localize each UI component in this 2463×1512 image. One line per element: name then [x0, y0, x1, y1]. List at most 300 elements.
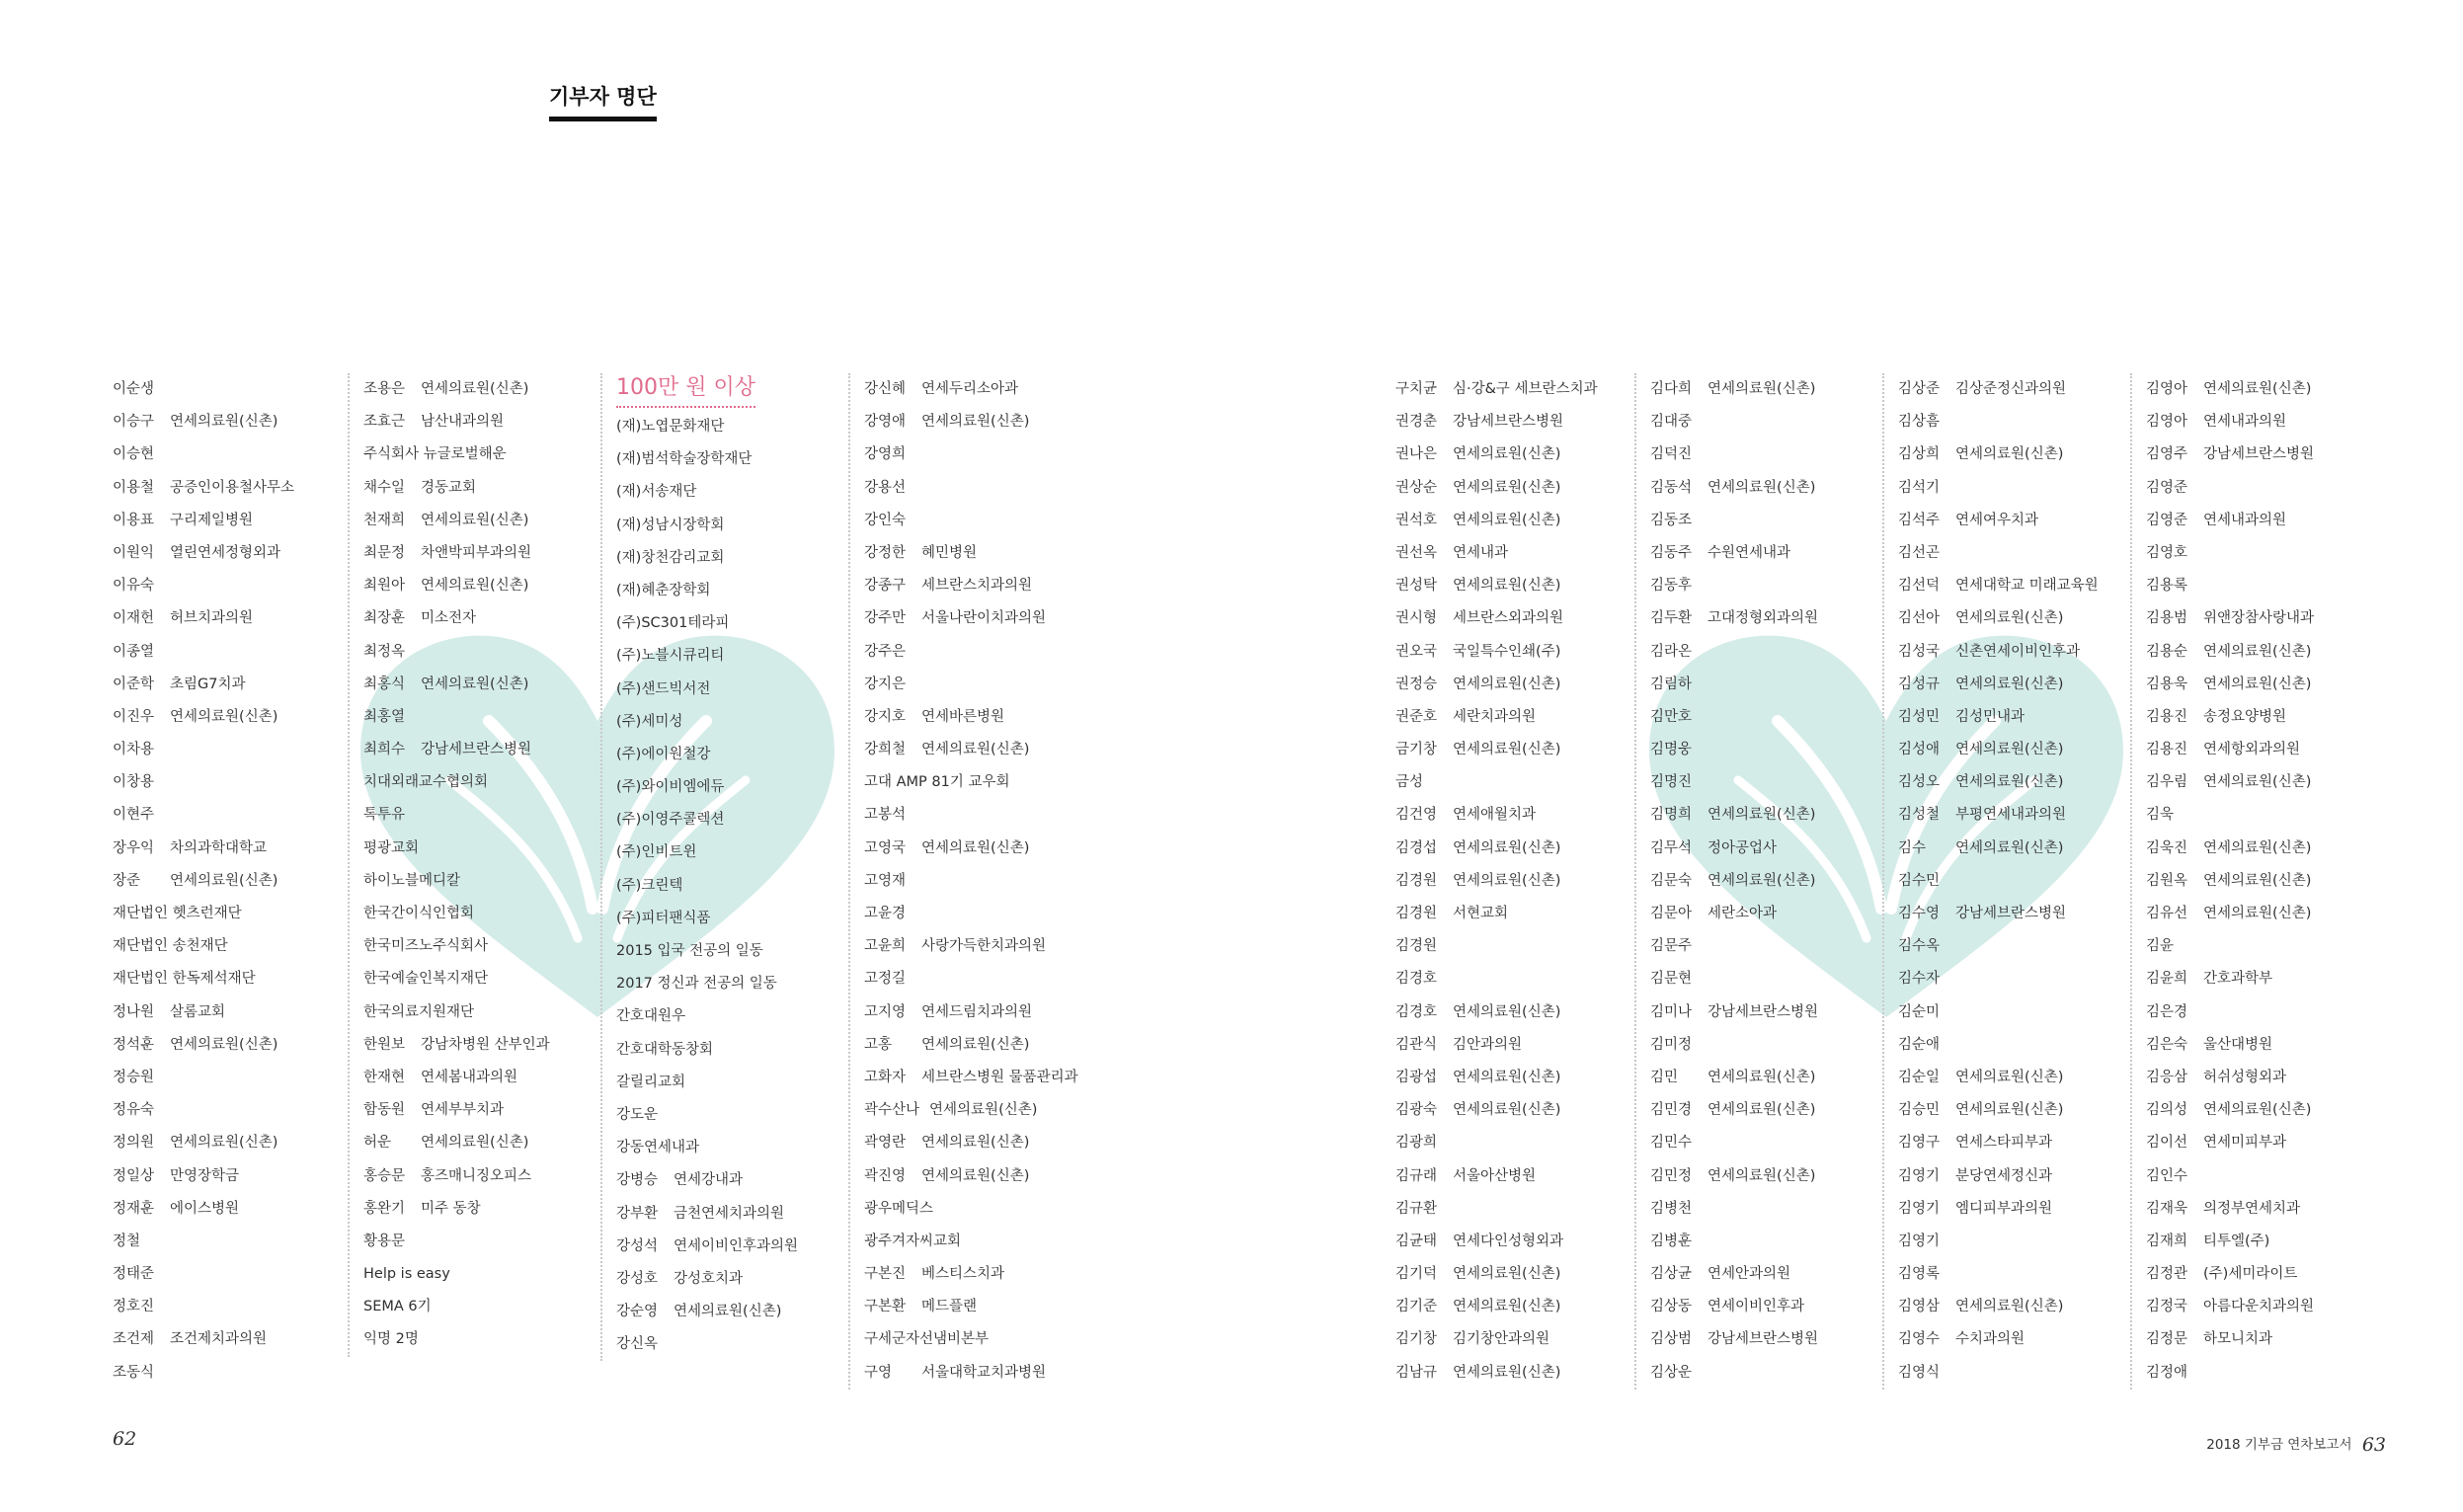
donor-name: 김상동: [1650, 1299, 1693, 1315]
donor-entry: [864, 406, 1091, 438]
donor-entry: [864, 833, 1091, 865]
donor-name: 구영: [864, 1364, 893, 1381]
donor-name: 천재희: [363, 512, 406, 528]
donor-entry: [113, 833, 340, 865]
donor-name: 장우익: [113, 839, 155, 856]
donor-entry: [1650, 669, 1877, 701]
donor-affiliation: 세란치과의원: [1453, 708, 1537, 725]
donor-name: 이창용: [113, 774, 155, 791]
donor-name: 김상균: [1650, 1266, 1693, 1283]
donor-entry: [864, 766, 1091, 799]
donor-name: (재)노엽문화재단: [616, 419, 725, 435]
donor-entry: [616, 575, 843, 607]
donor-name: 강순영: [616, 1304, 659, 1320]
donor-entry: [1650, 898, 1877, 930]
donor-entry: [363, 505, 591, 537]
donor-affiliation: 엠디피부과의원: [1955, 1200, 2053, 1217]
donor-affiliation: 고대정형외과의원: [1708, 610, 1819, 627]
donor-name: 정나원: [113, 1003, 155, 1020]
donor-affiliation: 연세의료원(신촌): [1453, 1003, 1561, 1020]
donor-entry: [1395, 1258, 1623, 1291]
donor-entry: [1898, 373, 2125, 406]
donor-affiliation: 연세의료원(신촌): [2203, 1102, 2312, 1119]
donor-entry: [363, 799, 591, 832]
donor-name: 김경호: [1395, 971, 1438, 988]
donor-entry: [1650, 373, 1877, 406]
donor-name: 김균태: [1395, 1233, 1438, 1249]
donor-entry: [1395, 1094, 1623, 1127]
donor-name: 정유숙: [113, 1102, 155, 1119]
donor-entry: [1898, 701, 2125, 734]
donor-entry: [1898, 766, 2125, 799]
donor-entry: [1395, 602, 1623, 635]
donor-entry: [1650, 1029, 1877, 1062]
donor-entry: [864, 930, 1091, 963]
donor-name: 김용욱: [2146, 676, 2188, 692]
donor-affiliation: 연세의료원(신촌): [1708, 872, 1816, 889]
donor-entry: [113, 570, 340, 602]
donor-entry: [2146, 505, 2373, 537]
donor-entry: [1650, 963, 1877, 995]
donor-affiliation: 연세안과의원: [1708, 1266, 1791, 1283]
donor-affiliation: 연세의료원(신촌): [1955, 610, 2064, 627]
donor-affiliation: 미주 동창: [421, 1200, 481, 1217]
donor-entry: [1395, 898, 1623, 930]
donor-affiliation: 연세바른병원: [921, 708, 1005, 725]
donor-name: 김영호: [2146, 544, 2188, 561]
donor-name: 김영기: [1898, 1167, 1941, 1184]
donor-entry: [1898, 734, 2125, 766]
donor-entry: [1650, 734, 1877, 766]
donor-entry: [616, 706, 843, 739]
donor-name: (재)범석학술장학재단: [616, 451, 753, 468]
donor-name: 김동석: [1650, 479, 1693, 496]
donor-affiliation: 연세봄내과의원: [421, 1069, 518, 1085]
donor-name: 권나은: [1395, 446, 1438, 463]
donor-entry: [1898, 930, 2125, 963]
donor-name: 강지호: [864, 708, 907, 725]
donor-affiliation: 사랑가득한치과의원: [921, 938, 1047, 955]
donor-entry: [1650, 930, 1877, 963]
donor-affiliation: 미소전자: [421, 610, 477, 627]
donor-affiliation: 김안과의원: [1453, 1036, 1523, 1053]
donor-affiliation: 서현교회: [1453, 906, 1509, 921]
donor-name: 김승민: [1898, 1102, 1941, 1119]
donor-entry: [113, 766, 340, 799]
donor-affiliation: 연세드림치과의원: [921, 1003, 1033, 1020]
donor-entry: [1650, 996, 1877, 1029]
donor-entry: [864, 472, 1091, 505]
donor-name: 한국예술인복지재단: [363, 971, 489, 988]
donor-name: 김선아: [1898, 610, 1941, 627]
donor-column-4: [848, 373, 1091, 1390]
donor-affiliation: 연세의료원(신촌): [1453, 872, 1561, 889]
donor-affiliation: 세브란스외과의원: [1453, 610, 1564, 627]
donor-entry: [616, 1067, 843, 1099]
donor-entry: [1395, 1160, 1623, 1193]
donor-name: 김상준: [1898, 381, 1941, 397]
donor-entry: [2146, 1291, 2373, 1323]
donor-affiliation: 공증인이용철사무소: [170, 479, 295, 496]
donor-entry: [1395, 833, 1623, 865]
donor-entry: [1898, 602, 2125, 635]
donor-entry: [1395, 799, 1623, 832]
donor-name: 정석훈: [113, 1036, 155, 1053]
donor-entry: [864, 1160, 1091, 1193]
donor-name: 2015 입국 전공의 일동: [616, 943, 763, 959]
donor-name: 금기창: [1395, 742, 1438, 758]
donor-affiliation: 차앤박피부과의원: [421, 544, 532, 561]
donor-entry: [2146, 438, 2373, 471]
donor-name: 김영기: [1898, 1233, 1941, 1249]
donor-entry: [1650, 1127, 1877, 1159]
donor-name: 최홍열: [363, 708, 406, 725]
donor-entry: [616, 640, 843, 673]
donor-name: 김경원: [1395, 938, 1438, 955]
donor-entry: [113, 1029, 340, 1062]
donor-entry: [864, 1029, 1091, 1062]
donor-entry: [1650, 799, 1877, 832]
donor-name: (주)SC301테라피: [616, 615, 730, 632]
donor-affiliation: 세브란스병원 물품관리과: [921, 1069, 1078, 1085]
donor-name: 김원옥: [2146, 872, 2188, 889]
donor-affiliation: 세브란스치과의원: [921, 578, 1033, 595]
donor-affiliation: 연세의료원(신촌): [1708, 1167, 1816, 1184]
donor-name: 김영식: [1898, 1364, 1941, 1381]
donor-name: 이용철: [113, 479, 155, 496]
donor-name: 김광숙: [1395, 1102, 1438, 1119]
donor-name: 김상범: [1650, 1331, 1693, 1348]
donor-affiliation: 경동교회: [421, 479, 477, 496]
donor-entry: [616, 542, 843, 575]
donor-entry: [2146, 898, 2373, 930]
donor-affiliation: 연세의료원(신촌): [1708, 1069, 1816, 1085]
donor-entry: [1650, 570, 1877, 602]
donor-name: 강지은: [864, 676, 907, 692]
donor-name: 이승구: [113, 414, 155, 431]
donor-entry: [363, 701, 591, 734]
donor-affiliation: 김상준정신과의원: [1955, 381, 2067, 397]
donor-affiliation: 연세다인성형외과: [1453, 1233, 1564, 1249]
donor-entry: [1395, 505, 1623, 537]
donor-entry: [864, 636, 1091, 669]
donor-entry: [113, 1357, 340, 1390]
donor-entry: [1650, 833, 1877, 865]
donor-entry: [113, 505, 340, 537]
donor-column-1: [113, 373, 340, 1390]
donor-name: 최홍식: [363, 676, 406, 692]
donor-affiliation: 연세의료원(신촌): [1955, 1299, 2064, 1315]
donor-name: 고영국: [864, 839, 907, 856]
donor-name: 고대 AMP 81기 교우회: [864, 774, 1010, 791]
donor-name: 이순생: [113, 381, 155, 397]
donor-entry: [1898, 963, 2125, 995]
donor-affiliation: 연세미피부과: [2203, 1135, 2287, 1152]
donor-name: 김경원: [1395, 872, 1438, 889]
donor-name: 고윤희: [864, 938, 907, 955]
donor-affiliation: 남산내과의원: [421, 414, 505, 431]
donor-name: (주)이영주콜렉션: [616, 812, 725, 829]
donor-name: 고지영: [864, 1003, 907, 1020]
donor-entry: [616, 1263, 843, 1296]
donor-affiliation: 연세의료원(신촌): [1453, 479, 1561, 496]
donor-affiliation: 울산대병원: [2203, 1036, 2273, 1053]
donor-name: 김라온: [1650, 643, 1693, 660]
donor-name: 김용록: [2146, 578, 2188, 595]
donor-name: 김기준: [1395, 1299, 1438, 1315]
donor-entry: [1898, 438, 2125, 471]
donor-entry: [864, 602, 1091, 635]
donor-entry: [1395, 1291, 1623, 1323]
donor-entry: [1395, 537, 1623, 570]
donor-affiliation: 연세의료원(신촌): [421, 676, 529, 692]
donor-affiliation: 연세의료원(신촌): [2203, 839, 2312, 856]
donor-entry: [2146, 1193, 2373, 1226]
donor-name: 김병천: [1650, 1200, 1693, 1217]
donor-affiliation: 연세의료원(신촌): [170, 708, 278, 725]
donor-affiliation: 열린연세정형외과: [170, 544, 281, 561]
donor-column-6: [1634, 373, 1877, 1390]
donor-affiliation: 만영장학금: [170, 1167, 240, 1184]
donor-affiliation: 티투엘(주): [2203, 1233, 2270, 1249]
donor-entry: [113, 865, 340, 898]
donor-name: 강동연세내과: [616, 1140, 700, 1156]
donor-name: 김인수: [2146, 1167, 2188, 1184]
donor-entry: [2146, 701, 2373, 734]
donor-affiliation: 구리제일병원: [170, 512, 254, 528]
donor-affiliation: 홍즈매니징오피스: [421, 1167, 532, 1184]
donor-entry: [1650, 1323, 1877, 1356]
donor-name: 김정관: [2146, 1266, 2188, 1283]
donor-entry: [363, 1062, 591, 1094]
donor-name: 강희철: [864, 742, 907, 758]
donor-entry: [2146, 1094, 2373, 1127]
donor-name: 김기덕: [1395, 1266, 1438, 1283]
donor-name: 김영기: [1898, 1200, 1941, 1217]
donor-name: 정일상: [113, 1167, 155, 1184]
donor-entry: [864, 1357, 1091, 1390]
donor-entry: [113, 1291, 340, 1323]
donor-entry: [864, 1291, 1091, 1323]
donor-entry: [363, 570, 591, 602]
donor-name: 정의원: [113, 1135, 155, 1152]
donor-affiliation: 김성민내과: [1955, 708, 2026, 725]
donor-name: 이진우: [113, 708, 155, 725]
donor-entry: [363, 1323, 591, 1356]
donor-affiliation: 베스티스치과: [921, 1266, 1005, 1283]
donor-affiliation: 살롬교회: [170, 1003, 226, 1020]
donor-affiliation: 수원연세내과: [1708, 544, 1791, 561]
donor-entry: [2146, 1160, 2373, 1193]
donor-entry: [113, 1258, 340, 1291]
donor-name: 강신혜: [864, 381, 907, 397]
donor-name: 한국미즈노주식회사: [363, 938, 489, 955]
donor-name: 김수민: [1898, 872, 1941, 889]
donor-name: 권선옥: [1395, 544, 1438, 561]
donor-name: 김우림: [2146, 774, 2188, 791]
donor-name: (주)인비트윈: [616, 844, 697, 861]
donor-affiliation: 강성호치과: [674, 1270, 744, 1287]
donor-name: 김수: [1898, 839, 1927, 856]
donor-affiliation: 연세의료원(신촌): [1708, 1102, 1816, 1119]
donor-name: 권석호: [1395, 512, 1438, 528]
donor-name: 김영주: [2146, 446, 2188, 463]
donor-name: 김동조: [1650, 512, 1693, 528]
donor-affiliation: 연세의료원(신촌): [1708, 381, 1816, 397]
donor-entry: [864, 963, 1091, 995]
donor-name: 김동후: [1650, 578, 1693, 595]
donor-entry: [1395, 1323, 1623, 1356]
donor-name: (주)샌드빅서전: [616, 680, 711, 697]
donor-entry: [363, 766, 591, 799]
donor-name: 강정한: [864, 544, 907, 561]
donor-affiliation: 국일특수인쇄(주): [1453, 643, 1561, 660]
donor-name: (주)에이원철강: [616, 746, 711, 762]
donor-name: 이준학: [113, 676, 155, 692]
donor-name: 김미나: [1650, 1003, 1693, 1020]
donor-entry: [1650, 1226, 1877, 1258]
donor-name: 권성탁: [1395, 578, 1438, 595]
donor-affiliation: 연세의료원(신촌): [421, 578, 529, 595]
donor-entry: [113, 1127, 340, 1159]
donor-affiliation: (주)세미라이트: [2203, 1266, 2298, 1283]
donor-affiliation: 연세의료원(신촌): [1453, 1266, 1561, 1283]
donor-name: 구치균: [1395, 381, 1438, 397]
donor-name: 강영희: [864, 446, 907, 463]
donor-name: 김용진: [2146, 708, 2188, 725]
donor-affiliation: 금천연세치과의원: [674, 1205, 785, 1222]
donor-affiliation: 연세의료원(신촌): [921, 1135, 1030, 1152]
donor-affiliation: 연세의료원(신촌): [2203, 643, 2312, 660]
donor-name: 이원익: [113, 544, 155, 561]
donor-affiliation: 메드플랜: [921, 1299, 978, 1315]
donor-entry: [864, 505, 1091, 537]
donor-name: 김성애: [1898, 742, 1941, 758]
donor-affiliation: 연세의료원(신촌): [1955, 839, 2064, 856]
donor-name: 채수일: [363, 479, 406, 496]
donor-entry: [616, 1164, 843, 1197]
donor-entry: [363, 373, 591, 406]
donor-name: 김림하: [1650, 676, 1693, 692]
donor-entry: [1395, 930, 1623, 963]
donor-entry: [363, 537, 591, 570]
donor-affiliation: 하모니치과: [2203, 1331, 2273, 1348]
donor-entry: [864, 1094, 1091, 1127]
donor-affiliation: 초림G7치과: [170, 676, 246, 692]
donor-name: 김기창: [1395, 1331, 1438, 1348]
donor-name: 최정옥: [363, 643, 406, 660]
donor-name: 익명 2명: [363, 1331, 419, 1348]
donor-affiliation: 세란소아과: [1708, 906, 1778, 921]
donor-name: 주식회사 뉴글로벌해운: [363, 446, 507, 463]
donor-name: 김성철: [1898, 807, 1941, 824]
donor-entry: [616, 510, 843, 542]
donor-affiliation: 연세의료원(신촌): [1955, 1102, 2064, 1119]
donor-entry: [363, 996, 591, 1029]
donor-name: 간호대원우: [616, 1008, 686, 1025]
donor-entry: [363, 472, 591, 505]
donor-name: 권상순: [1395, 479, 1438, 496]
donor-name: 곽수산나: [864, 1102, 920, 1119]
donor-entry: [1395, 1029, 1623, 1062]
donor-name: 홍완기: [363, 1200, 406, 1217]
donor-name: 김영수: [1898, 1331, 1941, 1348]
donor-name: 김재욱: [2146, 1200, 2188, 1217]
donor-entry: [1395, 1193, 1623, 1226]
donor-affiliation: 의정부연세치과: [2203, 1200, 2301, 1217]
donor-name: 장준: [113, 872, 141, 889]
donor-affiliation: 차의과학대학교: [170, 839, 268, 856]
donor-entry: [113, 1323, 340, 1356]
donor-entry: [1898, 1323, 2125, 1356]
donor-name: 김응삼: [2146, 1069, 2188, 1085]
donor-name: 김의성: [2146, 1102, 2188, 1119]
donor-affiliation: 연세항외과의원: [2203, 742, 2301, 758]
donor-affiliation: 연세의료원(신촌): [921, 1167, 1030, 1184]
donor-affiliation: 연세의료원(신촌): [921, 742, 1030, 758]
donor-name: 김수자: [1898, 971, 1941, 988]
donor-name: 김규래: [1395, 1167, 1438, 1184]
donor-affiliation: 허브치과의원: [170, 610, 254, 627]
donor-affiliation: 연세의료원(신촌): [2203, 906, 2312, 921]
donor-name: 강용선: [864, 479, 907, 496]
donor-entry: [1898, 1193, 2125, 1226]
donor-affiliation: 조건제치과의원: [170, 1331, 268, 1348]
donor-entry: [2146, 406, 2373, 438]
donor-name: 함동원: [363, 1102, 406, 1119]
donor-affiliation: 김기창안과의원: [1453, 1331, 1550, 1348]
donor-name: 이현주: [113, 807, 155, 824]
donor-name: 치대외래교수협의회: [363, 774, 489, 791]
donor-name: 조용은: [363, 381, 406, 397]
donor-entry: [1395, 701, 1623, 734]
donor-entry: [1395, 669, 1623, 701]
donor-entry: [363, 734, 591, 766]
donor-entry: [1898, 833, 2125, 865]
donor-name: 정호진: [113, 1299, 155, 1315]
donor-entry: [1650, 1062, 1877, 1094]
donor-affiliation: 연세의료원(신촌): [1453, 512, 1561, 528]
donor-entry: [2146, 996, 2373, 1029]
donor-entry: [113, 734, 340, 766]
section-heading: 100만 원 이상: [616, 373, 755, 408]
donor-name: SEMA 6기: [363, 1299, 432, 1315]
donor-entry: [1898, 406, 2125, 438]
donor-name: 김명진: [1650, 774, 1693, 791]
donor-entry: [1650, 636, 1877, 669]
donor-entry: [1395, 734, 1623, 766]
donor-entry: [363, 438, 591, 471]
donor-name: 재단법인 한독제석재단: [113, 971, 256, 988]
donor-name: 조건제: [113, 1331, 155, 1348]
donor-entry: [1898, 570, 2125, 602]
donor-affiliation: 연세이비인후과: [1708, 1299, 1805, 1315]
donor-name: 김다희: [1650, 381, 1693, 397]
donor-affiliation: 연세내과의원: [2203, 414, 2287, 431]
donor-affiliation: 위앤장참사랑내과: [2203, 610, 2315, 627]
donor-affiliation: 연세의료원(신촌): [170, 872, 278, 889]
donor-entry: [363, 1127, 591, 1159]
donor-affiliation: 연세강내과: [674, 1172, 744, 1189]
donor-name: 김은경: [2146, 1003, 2188, 1020]
donor-name: 김영아: [2146, 414, 2188, 431]
donor-name: 최원아: [363, 578, 406, 595]
donor-entry: [113, 898, 340, 930]
right-page-number: 63: [2361, 1434, 2386, 1456]
donor-affiliation: 연세의료원(신촌): [1453, 676, 1561, 692]
donor-affiliation: 연세의료원(신촌): [1453, 446, 1561, 463]
donor-name: 김명희: [1650, 807, 1693, 824]
